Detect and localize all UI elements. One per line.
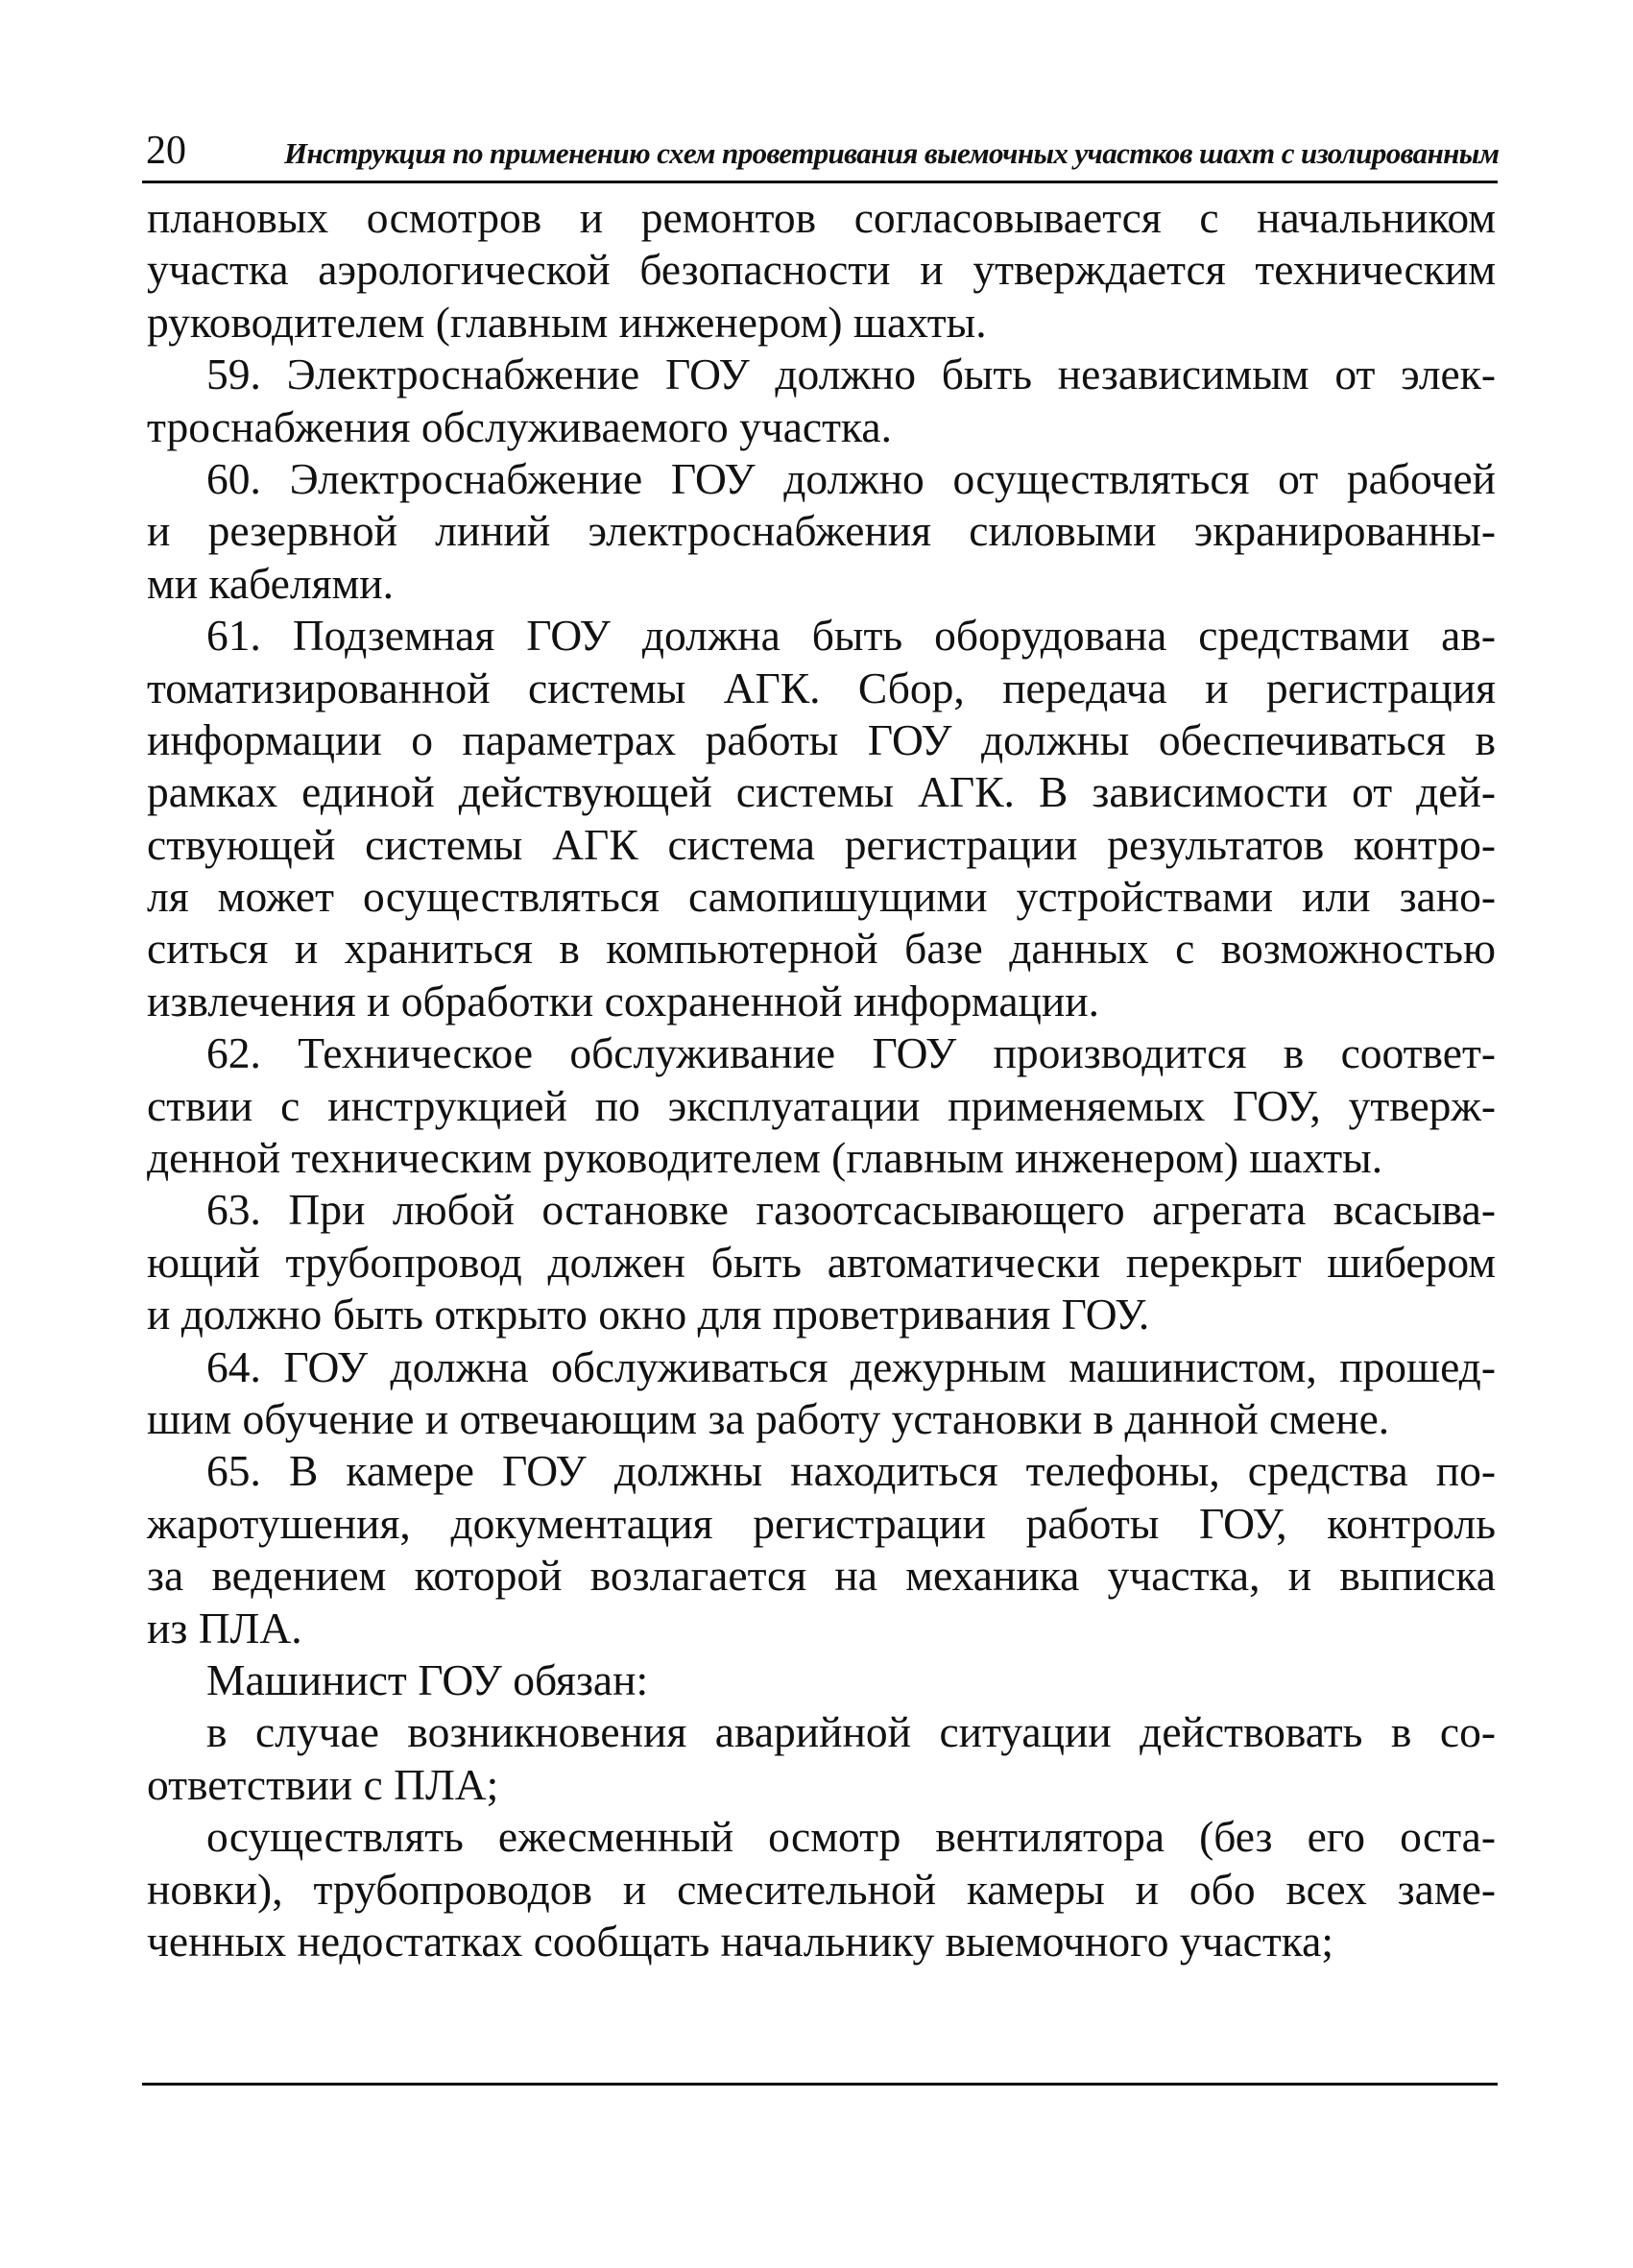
text-line: 61. Подземная ГОУ должна быть оборудована средствами ав- (206, 611, 1496, 661)
text-line: ответствии с ПЛА; (147, 1759, 499, 1809)
text-line: рамках единой действующей системы АГК. В зависимости от дей- (147, 767, 1496, 817)
text-line: извлечения и обработки сохраненной информации. (147, 976, 1099, 1025)
text-line: ствующей системы АГК система регистрации результатов контро- (147, 819, 1496, 869)
text-line: 63. При любой остановке газоотсасывающего агрегата всасыва- (206, 1185, 1496, 1235)
text-line: денной техническим руководителем (главным инженером) шахты. (147, 1133, 1383, 1183)
text-line: жаротушения, документация регистрации работы ГОУ, контроль (147, 1498, 1496, 1548)
text-line: ля может осуществляться самопишущими устройствами или зано- (147, 872, 1496, 922)
running-title: Инструкция по применению схем проветривания выемочных участков шахт с изолированным (284, 136, 1500, 170)
text-line: информации о параметрах работы ГОУ должны обеспечиваться в (147, 714, 1496, 764)
page-header (142, 123, 1498, 183)
text-line: 59. Электроснабжение ГОУ должно быть независимым от элек- (206, 350, 1496, 399)
text-line: томатизированной системы АГК. Сбор, передача и регистрация (147, 663, 1496, 712)
paragraph (147, 1341, 1496, 1446)
text-line: 60. Электроснабжение ГОУ должно осуществляться от рабочей (206, 453, 1496, 503)
footer-rule (142, 2083, 1498, 2086)
text-line: 65. В камере ГОУ должны находиться телефоны, средства по- (206, 1446, 1496, 1496)
page-number: 20 (146, 129, 186, 173)
text-line: и резервной линий электроснабжения силовыми экранированны- (147, 506, 1496, 556)
paragraph (147, 192, 1496, 349)
text-line: троснабжения обслуживаемого участка. (147, 401, 892, 451)
text-line: участка аэрологической безопасности и утверждается техническим (147, 245, 1496, 295)
text-line: ситься и храниться в компьютерной базе данных с возможностью (147, 924, 1496, 974)
text-line: 64. ГОУ должна обслуживаться дежурным машинистом, прошед- (206, 1341, 1496, 1391)
text-line: 62. Техническое обслуживание ГОУ производится в соответ- (206, 1028, 1496, 1078)
paragraph (147, 349, 1496, 453)
text-line: ченных недостатках сообщать начальнику выемочного участка; (147, 1916, 1333, 1966)
paragraph (147, 1027, 1496, 1184)
text-line: из ПЛА. (147, 1603, 302, 1653)
paragraph (147, 1184, 1496, 1340)
text-line: осуществлять ежесменный осмотр вентилятора (без его оста- (206, 1812, 1496, 1862)
paragraph (147, 453, 1496, 610)
paragraph (147, 1654, 1496, 1706)
text-line: ющий трубопровод должен быть автоматически перекрыт шибером (147, 1237, 1496, 1287)
text-line: руководителем (главным инженером) шахты. (147, 297, 987, 347)
text-line: Машинист ГОУ обязан: (206, 1654, 649, 1704)
paragraph (147, 1811, 1496, 1967)
paragraph (147, 1706, 1496, 1811)
text-line: шим обучение и отвечающим за работу установки в данной смене. (147, 1393, 1390, 1443)
text-line: плановых осмотров и ремонтов согласовывается с начальником (147, 193, 1496, 242)
text-line: ствии с инструкцией по эксплуатации применяемых ГОУ, утверж- (147, 1080, 1496, 1130)
text-line: новки), трубопроводов и смесительной камеры и обо всех заме- (147, 1864, 1496, 1914)
paragraph (147, 1445, 1496, 1654)
text-line: за ведением которой возлагается на механика участка, и выписка (147, 1551, 1496, 1601)
body-text (147, 192, 1496, 1967)
paragraph (147, 610, 1496, 1027)
text-line: и должно быть открыто окно для проветривания ГОУ. (147, 1290, 1150, 1339)
text-line: ми кабелями. (147, 558, 395, 608)
text-line: в случае возникновения аварийной ситуации действовать в со- (206, 1707, 1496, 1757)
